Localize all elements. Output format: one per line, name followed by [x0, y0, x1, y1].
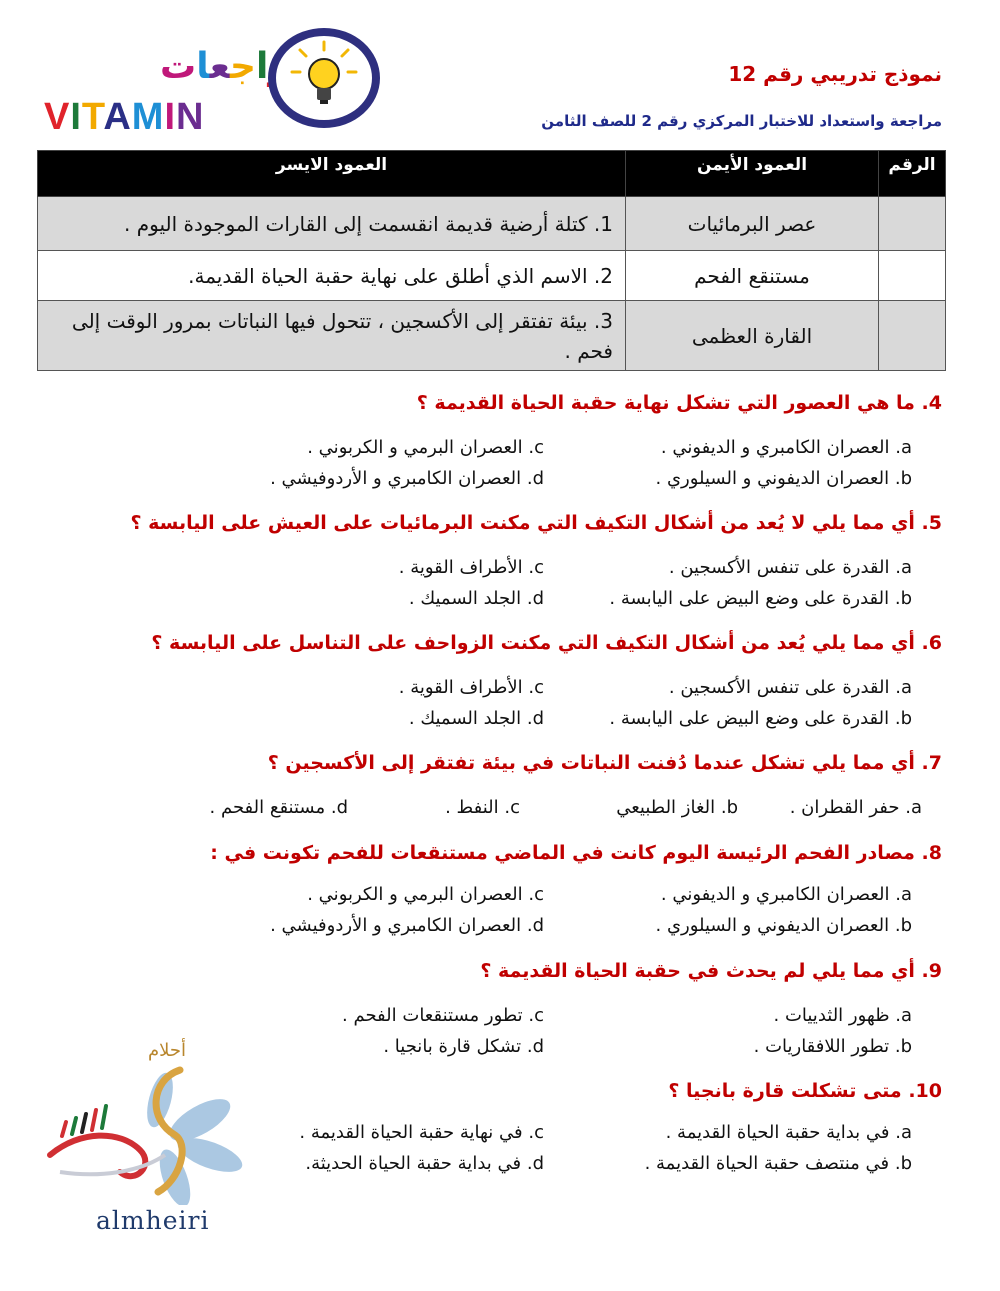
q8-option-c[interactable]: c. العصران البرمي و الكربوني .	[307, 884, 544, 905]
left-column-cell: 3. بيئة تفتقر إلى الأكسجين ، تتحول فيها النباتات بمرور الوقت إلى فحم .	[38, 301, 626, 371]
q10-option-a[interactable]: a. في بداية حقبة الحياة القديمة .	[665, 1122, 912, 1143]
left-column-cell: 1. كتلة أرضية قديمة انقسمت إلى القارات الموجودة اليوم .	[38, 197, 626, 251]
q9-option-c[interactable]: c. تطور مستنقعات الفحم .	[342, 1005, 544, 1026]
matching-table	[37, 150, 946, 371]
row-num-cell[interactable]	[879, 197, 946, 251]
question-7: 7. أي مما يلي تشكل عندما دُفنت النباتات في بيئة تفتقر إلى الأكسجين ؟	[267, 752, 942, 774]
page-subtitle: مراجعة واستعداد للاختبار المركزي رقم 2 للصف الثامن	[541, 112, 942, 130]
q4-option-a[interactable]: a. العصران الكامبري و الديفوني .	[660, 437, 912, 458]
q8-option-d[interactable]: d. العصران الكامبري و الأردوفيشي .	[270, 915, 544, 936]
q5-option-b[interactable]: b. القدرة على وضع البيض على اليابسة .	[609, 588, 912, 609]
right-column-cell: عصر البرمائيات	[626, 197, 879, 251]
right-column-cell: مستنقع الفحم	[626, 251, 879, 301]
table-row	[38, 301, 946, 371]
q6-option-a[interactable]: a. القدرة على تنفس الأكسجين .	[668, 677, 912, 698]
right-column-cell: القارة العظمى	[626, 301, 879, 371]
flower-emblem-icon	[40, 1060, 250, 1205]
logo-arabic-mark: أحلام	[148, 1040, 187, 1061]
q8-option-a[interactable]: a. العصران الكامبري و الديفوني .	[660, 884, 912, 905]
table-row	[38, 197, 946, 251]
q5-option-d[interactable]: d. الجلد السميك .	[408, 588, 544, 609]
q6-option-b[interactable]: b. القدرة على وضع البيض على اليابسة .	[609, 708, 912, 729]
question-8: 8. مصادر الفحم الرئيسة اليوم كانت في الماضي مستنقعات للفحم تكونت في :	[210, 842, 942, 864]
header-left-column: العمود الايسر	[38, 151, 626, 197]
q4-option-c[interactable]: c. العصران البرمي و الكربوني .	[307, 437, 544, 458]
header-num: الرقم	[879, 151, 946, 197]
logo-name-text: almheiri	[96, 1206, 210, 1235]
row-num-cell[interactable]	[879, 301, 946, 371]
question-10: 10. متى تشكلت قارة بانجيا ؟	[668, 1080, 942, 1102]
q5-option-a[interactable]: a. القدرة على تنفس الأكسجين .	[668, 557, 912, 578]
q9-option-b[interactable]: b. تطور اللافقاريات .	[753, 1036, 912, 1057]
q7-option-a[interactable]: a. حفر القطران .	[789, 797, 922, 818]
left-column-cell: 2. الاسم الذي أطلق على نهاية حقبة الحياة القديمة.	[38, 251, 626, 301]
q6-option-d[interactable]: d. الجلد السميك .	[408, 708, 544, 729]
lightbulb-icon	[268, 28, 380, 128]
question-4: 4. ما هي العصور التي تشكل نهاية حقبة الحياة القديمة ؟	[416, 392, 942, 414]
table-row	[38, 251, 946, 301]
question-9: 9. أي مما يلي لم يحدث في حقبة الحياة القديمة ؟	[480, 960, 942, 982]
row-num-cell[interactable]	[879, 251, 946, 301]
question-5: 5. أي مما يلي لا يُعد من أشكال التكيف التي مكنت البرمائيات على العيش على اليابسة ؟	[130, 512, 942, 534]
q9-option-a[interactable]: a. ظهور الثدييات .	[773, 1005, 912, 1026]
q7-option-b[interactable]: b. الغاز الطبيعي	[616, 797, 738, 818]
q5-option-c[interactable]: c. الأطراف القوية .	[398, 557, 544, 578]
q6-option-c[interactable]: c. الأطراف القوية .	[398, 677, 544, 698]
question-6: 6. أي مما يلي يُعد من أشكال التكيف التي مكنت الزواحف على التناسل على اليابسة ؟	[151, 632, 942, 654]
q10-option-d[interactable]: d. في بداية حقبة الحياة الحديثة.	[305, 1153, 544, 1174]
q4-option-d[interactable]: d. العصران الكامبري و الأردوفيشي .	[270, 468, 544, 489]
q10-option-b[interactable]: b. في منتصف حقبة الحياة القديمة .	[644, 1153, 912, 1174]
table-header-row	[38, 151, 946, 197]
q4-option-b[interactable]: b. العصران الديفوني و السيلوري .	[655, 468, 912, 489]
q10-option-c[interactable]: c. في نهاية حقبة الحياة القديمة .	[299, 1122, 544, 1143]
logo-arabic-text: اجعات	[160, 46, 269, 87]
q9-option-d[interactable]: d. تشكل قارة بانجيا .	[383, 1036, 544, 1057]
page-title: نموذج تدريبي رقم 12	[728, 62, 942, 86]
q7-option-d[interactable]: d. مستنقع الفحم .	[209, 797, 348, 818]
q8-option-b[interactable]: b. العصران الديفوني و السيلوري .	[655, 915, 912, 936]
header-right-column: العمود الأيمن	[626, 151, 879, 197]
q7-option-c[interactable]: c. النفط .	[445, 797, 520, 818]
logo-vitamin-text: VITAMIN	[44, 96, 205, 138]
